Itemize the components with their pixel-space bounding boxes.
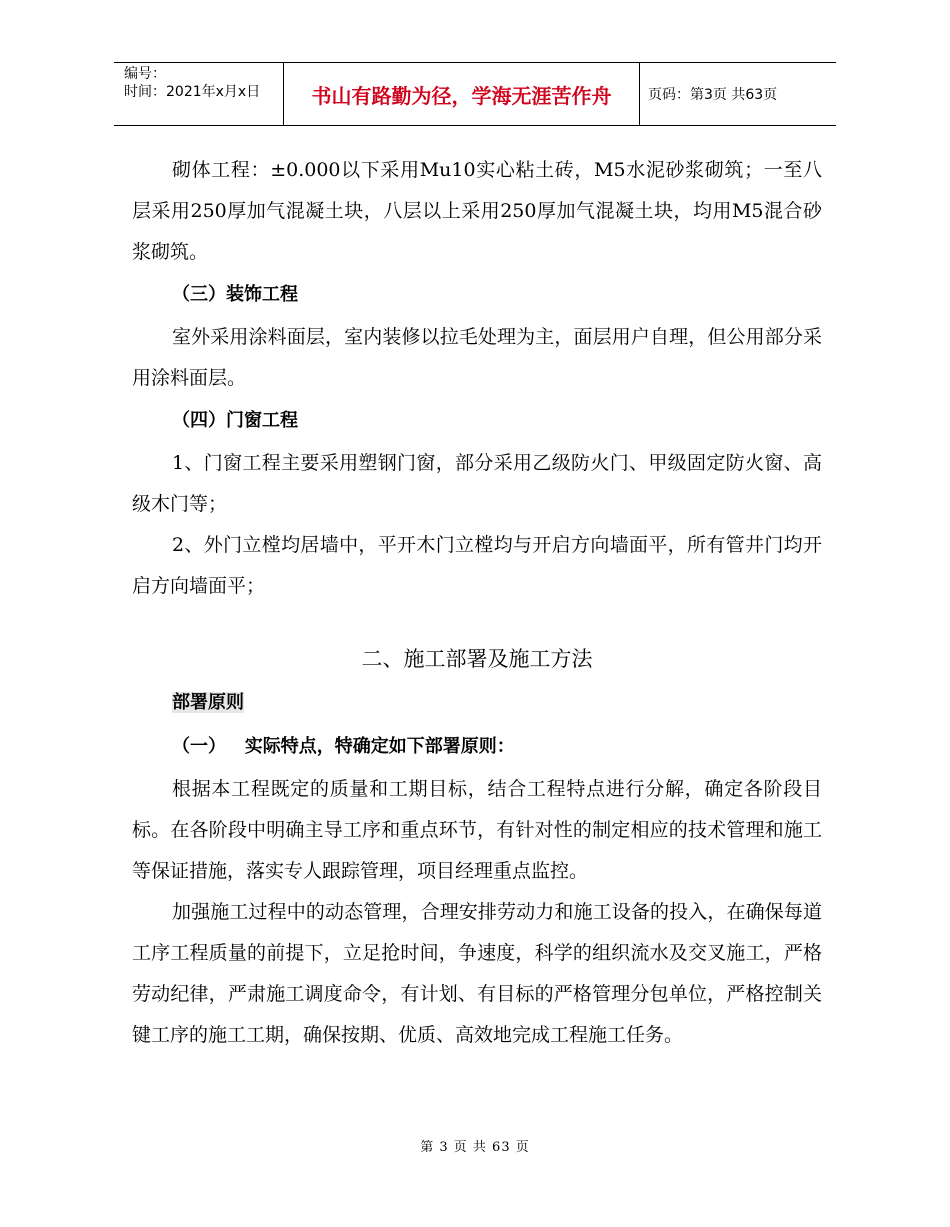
number-label: 编号： (124, 66, 166, 82)
document-body (132, 150, 822, 1056)
page-header (114, 62, 836, 126)
time-label: 时间：2021年x月x日 (124, 84, 261, 100)
header-meta (114, 63, 284, 125)
header-page-code: 页码：第3页 共63页 (648, 87, 778, 103)
page-footer: 第 3 页 共 63 页 (420, 1140, 530, 1155)
section-title: 二、施工部署及施工方法 (361, 647, 593, 671)
paragraph-masonry: 砌体工程：±0.000以下采用Mu10实心粘土砖，M5水泥砂浆砌筑；一至八层采用250厚加气混凝土块，八层以上采用250厚加气混凝土块，均用M5混合砂浆砌筑。 (132, 159, 822, 263)
paragraph-decoration: 室外采用涂料面层，室内装修以拉毛处理为主，面层用户自理，但公用部分采用涂料面层。 (132, 326, 822, 389)
paragraph-goals: 根据本工程既定的质量和工期目标，结合工程特点进行分解，确定各阶段目标。在各阶段中明确主导工序和重点环节，有针对性的制定相应的技术管理和施工等保证措施，落实专人跟踪管理，项目经理重点监控。 (132, 778, 822, 882)
heading-decoration: （三）装饰工程 (172, 284, 298, 305)
paragraph-doors-2: 2、外门立樘均居墙中，平开木门立樘均与开启方向墙面平，所有管井门均开启方向墙面平； (132, 534, 822, 597)
paragraph-doors-1: 1、门窗工程主要采用塑钢门窗，部分采用乙级防火门、甲级固定防火窗、高级木门等； (132, 452, 822, 515)
heading-principle-text: 部署原则 (172, 692, 244, 713)
heading-principle (132, 681, 822, 725)
heading-first: （一） 实际特点，特确定如下部署原则： (172, 736, 515, 757)
heading-doors-windows: （四）门窗工程 (172, 410, 298, 431)
paragraph-management: 加强施工过程中的动态管理，合理安排劳动力和施工设备的投入，在确保每道工序工程质量的前提下，立足抢时间，争速度，科学的组织流水及交叉施工，严格劳动纪律，严肃施工调度命令，有计划、有目标的严格管理分包单位，严格控制关键工序的施工工期，确保按期、优质、高效地完成工程施工任务。 (132, 901, 822, 1046)
header-motto: 书山有路勤为径，学海无涯苦作舟 (284, 63, 640, 125)
